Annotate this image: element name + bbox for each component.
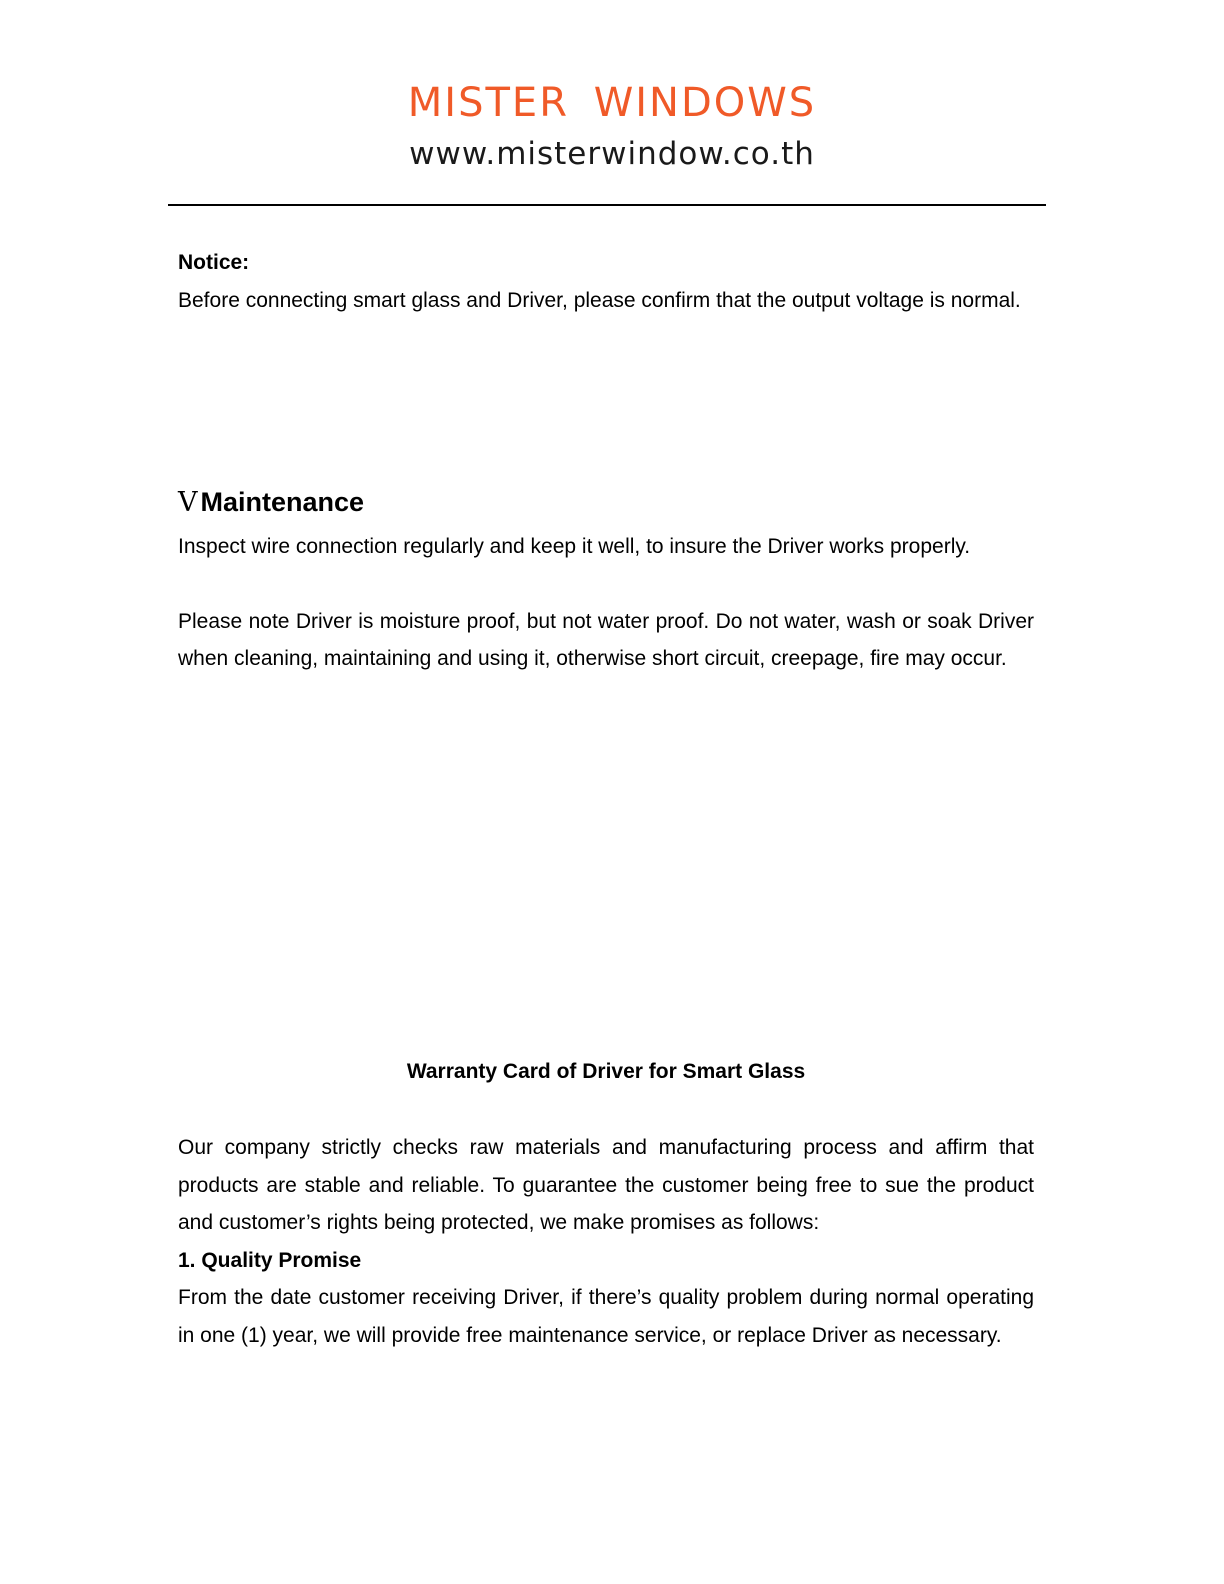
warranty-intro: Our company strictly checks raw materials and manufacturing process and affirm that products are stable and reliable. To guarantee the customer being free to sue the product and customer’s rights being protected, we make promises as follows: [178,1136,1034,1234]
notice-section [178,248,1034,320]
header-divider [168,204,1046,206]
notice-label: Notice: [178,251,250,274]
section-numeral: Ⅴ [178,487,198,518]
maintenance-body [178,528,1034,678]
quality-promise-text: From the date customer receiving Driver, if there’s quality problem during normal operating in one (1) year, we will provide free maintenance service, or replace Driver as necessary. [178,1286,1034,1347]
warranty-title: Warranty Card of Driver for Smart Glass [406,1060,806,1083]
maintenance-paragraph-1: Inspect wire connection regularly and keep it well, to insure the Driver works properly. [178,535,971,558]
maintenance-paragraph-2: Please note Driver is moisture proof, but not water proof. Do not water, wash or soak Driver when cleaning, maintaining and using it, otherwise short circuit, creepage, fire may occur. [178,609,1034,670]
notice-text: Before connecting smart glass and Driver, please confirm that the output voltage is normal. [178,289,1021,312]
section-title: Maintenance [200,487,365,517]
warranty-body [178,1129,1034,1354]
maintenance-heading [178,484,1034,521]
quality-promise-heading: 1. Quality Promise [178,1248,362,1272]
brand-name: MISTER WINDOWS [407,80,817,126]
website-url: www.misterwindow.co.th [409,136,815,172]
